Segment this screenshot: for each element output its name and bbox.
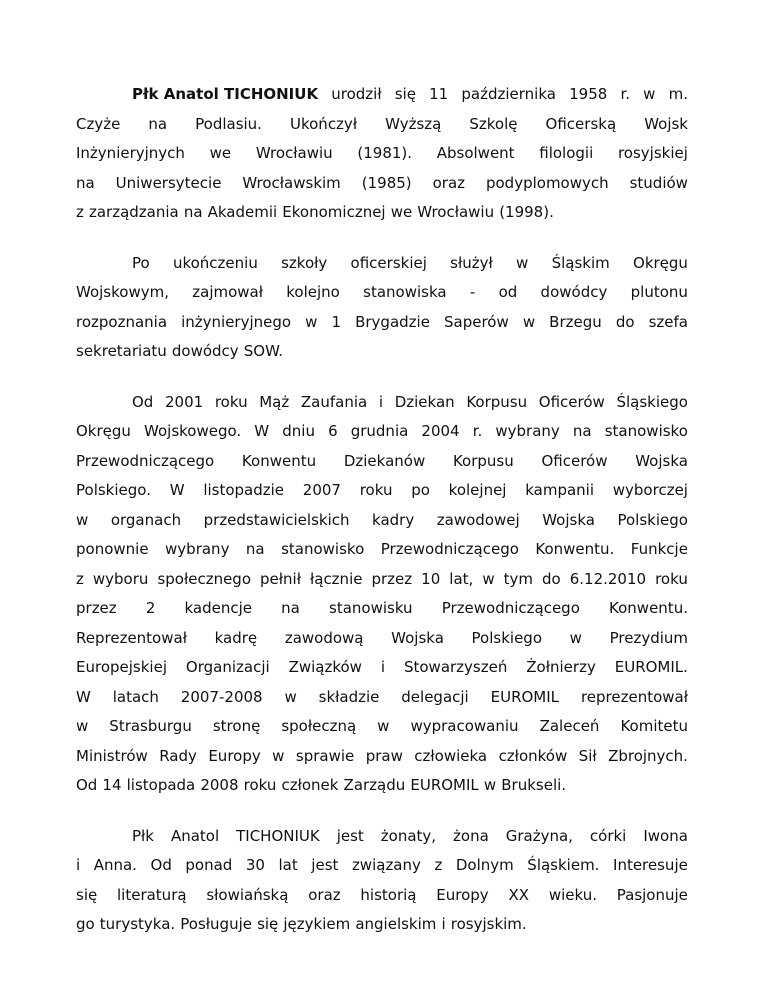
word: Zaleceń: [539, 717, 600, 735]
word: przedstawicielskich: [203, 510, 350, 529]
word: Funkcje: [630, 540, 688, 558]
text-line: [76, 388, 688, 418]
word: i: [441, 915, 446, 933]
word: się: [394, 85, 416, 103]
word: w: [516, 253, 529, 272]
word: Wojsk: [644, 114, 688, 133]
word: Polskiego: [617, 510, 688, 529]
word: -: [469, 283, 476, 301]
word: Dolnym: [455, 856, 514, 874]
word: 6.12.2010: [569, 569, 647, 588]
word: Pasjonuje: [616, 885, 688, 904]
word: w: [284, 687, 297, 706]
word: lat: [278, 856, 298, 874]
word: społecznego: [157, 569, 251, 588]
word: wybrany: [495, 422, 560, 440]
word: oraz: [432, 173, 466, 192]
word: ponownie: [76, 540, 149, 558]
word: Wrocławiu: [255, 144, 333, 162]
word: sprawie: [295, 746, 355, 765]
word: roku: [655, 569, 688, 588]
word: stronę: [212, 717, 261, 735]
word: łącznie: [309, 569, 363, 588]
word: szkoły: [281, 253, 328, 272]
paragraph: [76, 388, 688, 801]
word: we: [390, 203, 413, 221]
word: Anatol: [170, 826, 220, 845]
word: wypracowaniu: [410, 717, 519, 735]
word: inżynieryjnego: [181, 312, 292, 331]
word: Od: [76, 776, 98, 794]
word: po: [411, 481, 430, 499]
word: Wrocławskim: [242, 173, 341, 192]
word: grudnia: [350, 422, 409, 440]
word: Europy: [436, 885, 489, 904]
paragraph-spacer: [76, 367, 688, 388]
text-line: [76, 881, 688, 911]
word: 2004: [421, 422, 460, 440]
word: kadrę: [214, 628, 258, 647]
text-line: [76, 476, 688, 506]
word: w: [483, 776, 497, 794]
word: Śląskim: [551, 253, 610, 272]
word: Od: [150, 856, 172, 874]
word: społeczną: [281, 717, 357, 735]
word: Czyże: [76, 114, 121, 133]
word: jest: [311, 856, 339, 874]
word: Iwona: [643, 826, 688, 845]
word: 2001: [164, 392, 204, 411]
word: przez: [76, 599, 117, 617]
word: stanowiska: [363, 283, 447, 301]
word: służył: [450, 253, 493, 272]
word: roku: [359, 481, 393, 499]
word: listopadzie: [203, 481, 285, 499]
word: Przewodniczącego: [441, 599, 580, 617]
word: roku: [214, 392, 248, 411]
word: m.: [668, 85, 688, 103]
word: z: [434, 856, 443, 874]
word: Związków: [288, 658, 362, 676]
person-name: Płk Anatol TICHONIUK: [132, 85, 319, 103]
word: na: [76, 173, 95, 192]
word: 10: [421, 569, 441, 588]
word: Okręgu: [633, 253, 688, 272]
word: Ukończył: [290, 114, 358, 133]
text-line: [76, 535, 688, 565]
word: na: [572, 422, 592, 440]
word: na: [148, 114, 168, 133]
word: go: [76, 915, 95, 933]
word: składzie: [318, 687, 380, 706]
word: dowódcy: [540, 283, 608, 301]
word: Mąż: [259, 392, 290, 411]
word: SOW.: [243, 342, 283, 360]
word: Reprezentował: [76, 628, 187, 647]
word: Stowarzyszeń: [403, 658, 508, 676]
word: we: [209, 144, 232, 162]
text-line: [76, 910, 688, 940]
word: Zbrojnych.: [608, 746, 688, 765]
word: Polskiego: [471, 628, 542, 647]
word: się: [76, 885, 98, 904]
paragraph: [76, 249, 688, 367]
word: kolejnej: [448, 481, 507, 499]
text-line: [76, 198, 688, 228]
text-line: [76, 712, 688, 742]
paragraph: [76, 822, 688, 940]
paragraph: [76, 80, 688, 228]
word: historią: [360, 885, 417, 904]
word: w: [643, 85, 656, 103]
paragraph-spacer: [76, 228, 688, 249]
word: kolejno: [286, 283, 340, 301]
word: członek: [281, 776, 339, 794]
word: (1985): [361, 173, 412, 192]
word: Akademii: [207, 203, 278, 221]
word: 1958: [569, 85, 608, 103]
word: Europejskiej: [76, 658, 167, 676]
word: oficerskiej: [350, 253, 427, 272]
word: pełnił: [260, 569, 301, 588]
word: Rady: [159, 746, 197, 765]
word: W: [169, 481, 185, 499]
word: EUROMIL.: [614, 658, 688, 676]
word: XX: [508, 885, 530, 904]
word: i: [378, 392, 384, 411]
word: (1981).: [357, 144, 413, 162]
word: zarządzania: [88, 203, 179, 221]
word: tym: [503, 569, 533, 588]
word: praw: [365, 746, 403, 765]
word: Wojskowego.: [144, 422, 242, 440]
word: od: [498, 283, 518, 301]
word: W: [254, 422, 270, 440]
word: na: [183, 203, 203, 221]
word: literaturą: [117, 885, 187, 904]
word: z: [76, 569, 84, 588]
word: do: [542, 569, 561, 588]
word: r.: [472, 422, 483, 440]
word: 11: [429, 85, 449, 103]
word: Zarządu: [343, 776, 406, 794]
word: człowieka: [414, 746, 488, 765]
word: Wojska: [635, 451, 688, 470]
word: członków: [498, 746, 568, 765]
word: Saperów: [444, 312, 509, 331]
word: Szkolę: [469, 114, 518, 133]
word: Polskiego.: [76, 481, 151, 499]
word: Podlasiu.: [195, 114, 262, 133]
text-line: [76, 110, 688, 140]
text-line: [76, 822, 688, 852]
word: EUROMIL: [410, 776, 479, 794]
word: rosyjskiej: [617, 144, 688, 162]
word: kampanii: [525, 481, 595, 499]
word: Po: [132, 253, 150, 272]
word: 1: [331, 312, 342, 331]
word: zawodową: [284, 628, 364, 647]
word: organach: [110, 510, 182, 529]
word: Brzegu: [549, 312, 602, 331]
text-line: [76, 683, 688, 713]
word: Żołnierzy: [526, 658, 596, 676]
word: wybrany: [165, 540, 230, 558]
word: Ministrów: [76, 746, 148, 765]
word: turystyka.: [99, 915, 176, 933]
word: w: [569, 628, 582, 647]
word: oraz: [308, 885, 341, 904]
word: kadencje: [184, 599, 253, 617]
word: ponad: [185, 856, 233, 874]
word: Zaufania: [300, 392, 368, 411]
word: urodził: [331, 85, 382, 103]
word: w: [76, 510, 89, 529]
word: Przewodniczącego: [76, 451, 215, 470]
word: córki: [589, 826, 627, 845]
text-line: [76, 80, 688, 110]
word: Sił: [578, 746, 597, 765]
word: Prezydium: [609, 628, 688, 647]
word: Posługuje: [180, 915, 252, 933]
word: Wojskowym,: [76, 283, 169, 301]
text-line: [76, 308, 688, 338]
word: Komitetu: [620, 717, 688, 735]
text-line: [76, 742, 688, 772]
word: podyplomowych: [485, 173, 609, 192]
word: Konwentu.: [609, 599, 688, 617]
text-line: [76, 249, 688, 279]
word: sekretariatu: [76, 342, 167, 360]
word: w: [272, 746, 285, 765]
word: studiów: [629, 173, 688, 192]
word: roku: [243, 776, 277, 794]
word: angielskim: [355, 915, 437, 933]
word: zajmował: [192, 283, 263, 301]
word: Dziekanów: [343, 451, 426, 470]
text-line: [76, 417, 688, 447]
word: 2007-2008: [180, 687, 263, 706]
word: Wrocławiu: [417, 203, 495, 221]
text-line: [76, 851, 688, 881]
word: W: [76, 687, 91, 706]
word: listopada: [126, 776, 196, 794]
word: stanowisku: [329, 599, 413, 617]
word: i: [380, 658, 386, 676]
word: Oficerską: [545, 114, 617, 133]
text-line: [76, 337, 688, 367]
word: na: [281, 599, 300, 617]
word: rosyjskim.: [450, 915, 527, 933]
text-line: [76, 565, 688, 595]
word: rozpoznania: [76, 312, 168, 331]
word: Anna.: [93, 856, 137, 874]
document-body: [76, 80, 688, 940]
word: reprezentował: [580, 687, 688, 706]
word: Organizacji: [185, 658, 270, 676]
word: 2: [145, 599, 156, 617]
word: się: [257, 915, 279, 933]
word: stanowisko: [281, 540, 365, 558]
text-line: [76, 594, 688, 624]
word: ukończeniu: [172, 253, 258, 272]
word: Dziekan: [394, 392, 455, 411]
word: latach: [112, 687, 159, 706]
text-line: [76, 653, 688, 683]
word: Płk: [132, 826, 154, 845]
word: dniu: [282, 422, 315, 440]
text-line: [76, 278, 688, 308]
word: wyborczej: [612, 481, 688, 499]
word: Europy: [208, 746, 261, 765]
word: Wojska: [391, 628, 444, 647]
word: Uniwersytecie: [115, 173, 222, 192]
word: dowódcy: [171, 342, 239, 360]
word: do: [615, 312, 635, 331]
word: (1998).: [499, 203, 554, 221]
word: Korpusu: [466, 392, 528, 411]
word: r.: [620, 85, 631, 103]
word: wieku.: [548, 885, 597, 904]
word: Brygadzie: [355, 312, 430, 331]
text-line: [76, 139, 688, 169]
word: Oficerów: [541, 451, 608, 470]
word: Konwentu: [241, 451, 317, 470]
word: w: [377, 717, 390, 735]
word: Brukseli.: [501, 776, 567, 794]
text-line: [76, 624, 688, 654]
word: Wyższą: [385, 114, 442, 133]
text-line: [76, 771, 688, 801]
word: przez: [371, 569, 413, 588]
word: lat,: [449, 569, 474, 588]
word: EUROMIL: [490, 687, 560, 706]
text-line: [76, 447, 688, 477]
word: delegacji: [401, 687, 469, 706]
word: Konwentu.: [535, 540, 615, 558]
word: zawodowej: [436, 510, 520, 529]
word: w: [482, 569, 495, 588]
word: 2008: [200, 776, 239, 794]
word: Strasburgu: [109, 717, 192, 735]
word: z: [76, 203, 84, 221]
word: wyboru: [92, 569, 149, 588]
word: 2007: [302, 481, 341, 499]
word: 30: [245, 856, 265, 874]
word: Absolwent: [436, 144, 515, 162]
word: października: [461, 85, 556, 103]
word: na: [245, 540, 265, 558]
text-line: [76, 169, 688, 199]
word: Inżynieryjnych: [76, 144, 185, 162]
text-line: [76, 506, 688, 536]
word: Wojska: [542, 510, 595, 529]
word: Interesuje: [613, 856, 688, 874]
word: Grażyna,: [505, 826, 573, 845]
word: 14: [102, 776, 122, 794]
word: TICHONIUK: [236, 826, 320, 845]
word: żonaty,: [380, 826, 437, 845]
word: jest: [336, 826, 364, 845]
word: plutonu: [630, 283, 688, 301]
word: związany: [351, 856, 421, 874]
word: Śląskiem.: [527, 856, 600, 874]
word: w: [76, 717, 89, 735]
word: kadry: [372, 510, 415, 529]
word: w: [305, 312, 318, 331]
word: Śląskiego: [616, 392, 688, 411]
word: filologii: [539, 144, 594, 162]
word: Okręgu: [76, 422, 131, 440]
paragraph-spacer: [76, 801, 688, 822]
word: Korpusu: [452, 451, 514, 470]
word: i: [76, 856, 81, 874]
word: słowiańską: [206, 885, 289, 904]
word: językiem: [283, 915, 351, 933]
word: 6: [328, 422, 338, 440]
word: Oficerów: [538, 392, 605, 411]
word: Od: [132, 392, 154, 411]
word: szefa: [648, 312, 688, 331]
word: Ekonomicznej: [282, 203, 386, 221]
word: stanowisko: [604, 422, 688, 440]
word: w: [522, 312, 536, 331]
word: Przewodniczącego: [380, 540, 519, 558]
word: żona: [453, 826, 489, 845]
